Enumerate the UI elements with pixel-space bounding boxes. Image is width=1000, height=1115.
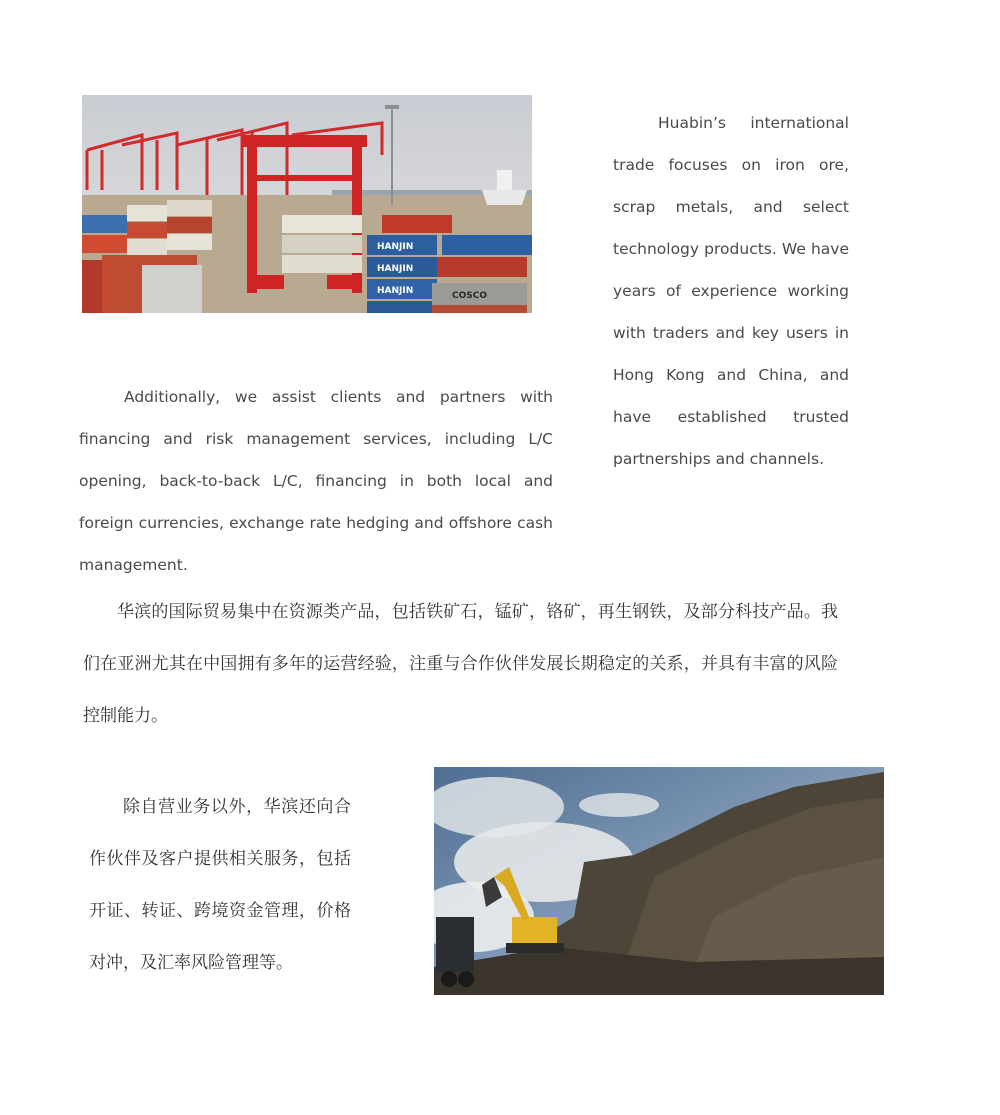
- mine-photo-svg: [434, 767, 884, 995]
- port-container-photo: [82, 95, 532, 313]
- english-intro-paragraph: Huabin’s international trade focuses on iron ore, scrap metals, and select technology products. We have years of experience working with traders and key users in Hong Kong and China, and have established trusted partnerships and channels.: [613, 114, 849, 468]
- chinese-services-paragraph: 除自营业务以外，华滨还向合作伙伴及客户提供相关服务，包括开证、转证、跨境资金管理，价格对冲，及汇率风险管理等。: [89, 797, 351, 973]
- port-photo-svg: [82, 95, 532, 313]
- port-marking: HANJIN: [377, 286, 414, 296]
- english-services-paragraph: Additionally, we assist clients and partners with financing and risk management services, including L/C opening, back-to-back L/C, financing in both local and foreign currencies, exchange rate hedging and offshore cash management.: [79, 388, 553, 574]
- port-marking: COSCO: [452, 291, 487, 301]
- port-marking: HANJIN: [377, 242, 414, 252]
- open-pit-mine-photo: [434, 767, 884, 995]
- port-marking: HANJIN: [377, 264, 414, 274]
- chinese-intro-paragraph: 华滨的国际贸易集中在资源类产品，包括铁矿石，锰矿，铬矿，再生钢铁，及部分科技产品。我们在亚洲尤其在中国拥有多年的运营经验，注重与合作伙伴发展长期稳定的关系，并具有丰富的风险控制能力。: [83, 602, 838, 726]
